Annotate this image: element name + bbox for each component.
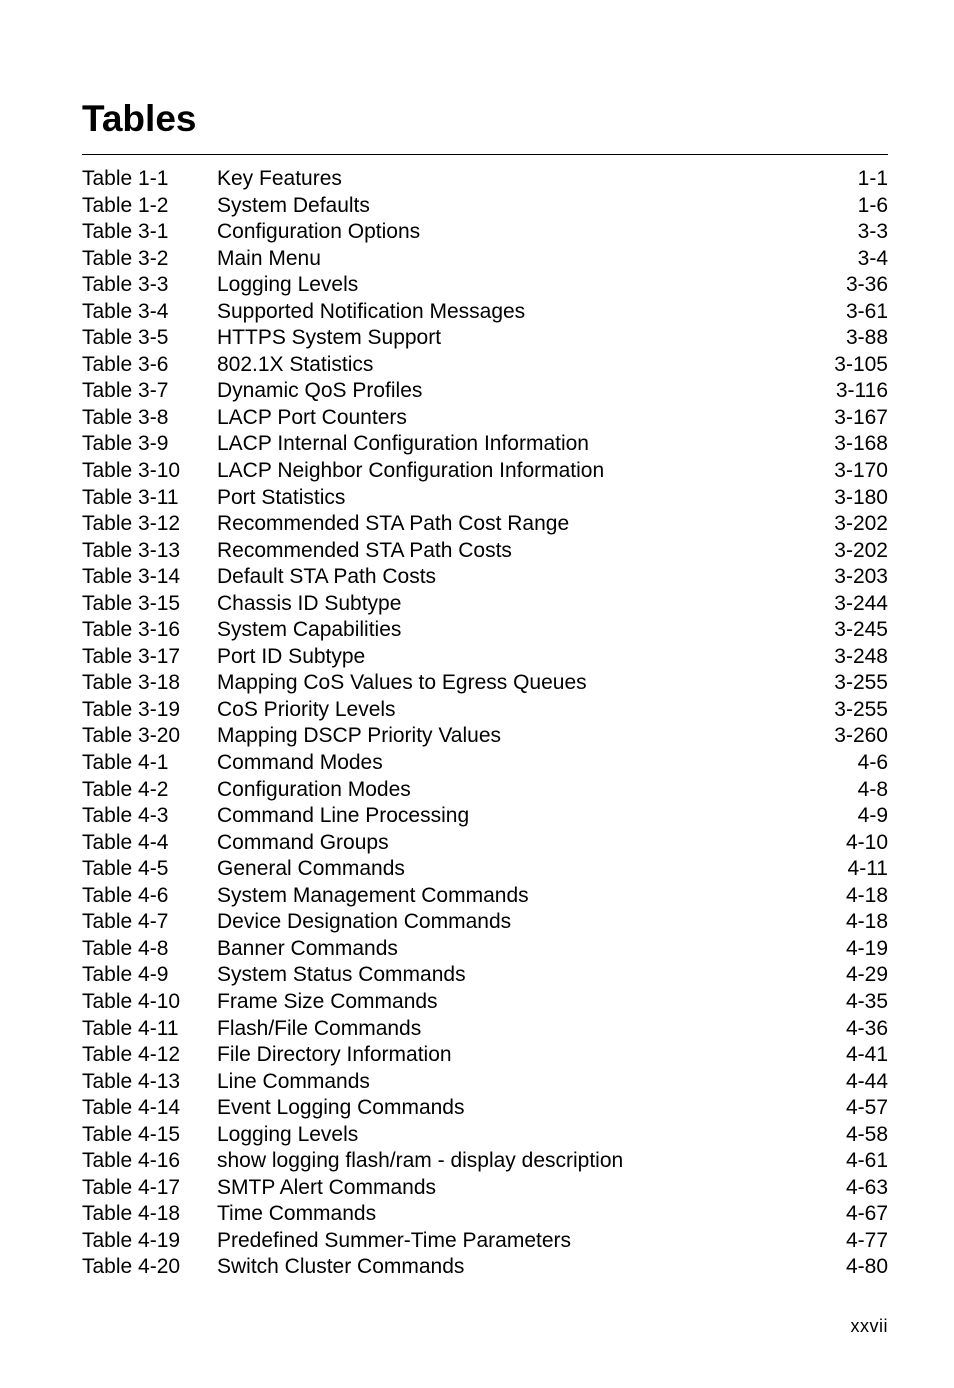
page-title: Tables bbox=[82, 98, 197, 139]
table-title: Port ID Subtype bbox=[217, 644, 366, 668]
page-reference: 4-44 bbox=[845, 1069, 888, 1093]
page-reference: 4-18 bbox=[845, 910, 888, 934]
table-list-item[interactable] bbox=[82, 272, 888, 299]
table-list-item[interactable] bbox=[82, 511, 888, 538]
table-list-item[interactable] bbox=[82, 644, 888, 671]
table-list-item[interactable] bbox=[82, 1254, 888, 1281]
table-number: Table 4-16 bbox=[82, 1149, 181, 1173]
table-number: Table 3-1 bbox=[82, 220, 169, 244]
table-title: Line Commands bbox=[217, 1069, 370, 1093]
table-list-item[interactable] bbox=[82, 1148, 888, 1175]
table-title: Recommended STA Path Cost Range bbox=[217, 512, 570, 536]
page-number: xxvii bbox=[850, 1316, 888, 1336]
page-reference: 3-116 bbox=[835, 379, 888, 403]
table-number: Table 3-10 bbox=[82, 459, 181, 483]
page-reference: 4-10 bbox=[845, 830, 888, 854]
table-title: Command Line Processing bbox=[217, 804, 470, 828]
table-number: Table 3-14 bbox=[82, 565, 181, 589]
page-reference: 4-19 bbox=[845, 936, 888, 960]
table-title: Recommended STA Path Costs bbox=[217, 538, 512, 562]
page-reference: 4-29 bbox=[845, 963, 888, 987]
page-reference: 4-41 bbox=[845, 1043, 888, 1067]
table-number: Table 4-7 bbox=[82, 910, 169, 934]
page-reference: 1-1 bbox=[857, 167, 888, 190]
table-title: File Directory Information bbox=[217, 1043, 452, 1067]
table-title: LACP Internal Configuration Information bbox=[217, 432, 589, 456]
table-list-item[interactable] bbox=[82, 405, 888, 432]
table-list-item[interactable] bbox=[82, 670, 888, 697]
table-number: Table 3-11 bbox=[82, 485, 179, 509]
page-reference: 3-3 bbox=[857, 220, 888, 244]
table-number: Table 3-19 bbox=[82, 697, 181, 721]
table-list-item[interactable] bbox=[82, 1016, 888, 1043]
table-title: Event Logging Commands bbox=[217, 1096, 465, 1120]
page-reference: 4-6 bbox=[857, 751, 888, 775]
table-number: Table 3-12 bbox=[82, 512, 181, 536]
table-number: Table 3-5 bbox=[82, 326, 169, 350]
table-title: LACP Neighbor Configuration Information bbox=[217, 459, 605, 483]
page-reference: 3-170 bbox=[834, 459, 888, 483]
table-number: Table 4-17 bbox=[82, 1175, 181, 1199]
page-reference: 4-18 bbox=[845, 883, 888, 907]
table-number: Table 4-8 bbox=[82, 936, 169, 960]
table-list-item[interactable] bbox=[82, 1175, 888, 1202]
table-number: Table 4-9 bbox=[82, 963, 169, 987]
table-title: System Management Commands bbox=[217, 883, 529, 907]
page-reference: 3-248 bbox=[834, 644, 888, 668]
page-reference: 3-105 bbox=[834, 352, 888, 376]
table-list-item[interactable] bbox=[82, 697, 888, 724]
table-number: Table 3-9 bbox=[82, 432, 169, 456]
table-list-item[interactable] bbox=[82, 617, 888, 644]
table-list-item[interactable] bbox=[82, 591, 888, 618]
table-number: Table 3-13 bbox=[82, 538, 181, 562]
table-title: Command Modes bbox=[217, 751, 383, 775]
table-list-item[interactable] bbox=[82, 1042, 888, 1069]
table-title: Predefined Summer-Time Parameters bbox=[217, 1228, 572, 1252]
table-title: Mapping CoS Values to Egress Queues bbox=[217, 671, 587, 695]
table-list-item[interactable] bbox=[82, 538, 888, 565]
table-number: Table 4-4 bbox=[82, 830, 169, 854]
table-list-item[interactable] bbox=[82, 246, 888, 273]
table-list-item[interactable] bbox=[82, 909, 888, 936]
table-list-item[interactable] bbox=[82, 883, 888, 910]
table-title: System Capabilities bbox=[217, 618, 402, 642]
page-reference: 3-168 bbox=[834, 432, 888, 456]
table-number: Table 4-15 bbox=[82, 1122, 181, 1146]
table-title: System Defaults bbox=[217, 193, 370, 217]
table-number: Table 4-11 bbox=[82, 1016, 179, 1040]
table-number: Table 4-5 bbox=[82, 857, 169, 881]
table-title: General Commands bbox=[217, 857, 405, 881]
table-title: Main Menu bbox=[217, 246, 321, 270]
table-number: Table 4-20 bbox=[82, 1255, 181, 1279]
table-list-item[interactable] bbox=[82, 989, 888, 1016]
table-list-item[interactable] bbox=[82, 936, 888, 963]
table-title: Time Commands bbox=[217, 1202, 377, 1226]
page-reference: 3-202 bbox=[834, 538, 888, 562]
page-reference: 1-6 bbox=[857, 193, 888, 217]
table-title: Logging Levels bbox=[217, 273, 359, 297]
page-reference: 3-167 bbox=[834, 405, 888, 429]
table-title: Logging Levels bbox=[217, 1122, 359, 1146]
table-title: Port Statistics bbox=[217, 485, 346, 509]
page-reference: 4-67 bbox=[845, 1202, 888, 1226]
table-number: Table 1-2 bbox=[82, 193, 169, 217]
table-title: 802.1X Statistics bbox=[217, 352, 374, 376]
table-number: Table 4-10 bbox=[82, 989, 181, 1013]
table-title: Supported Notification Messages bbox=[217, 299, 526, 323]
table-title: Chassis ID Subtype bbox=[217, 591, 402, 615]
table-number: Table 3-7 bbox=[82, 379, 169, 403]
table-list bbox=[82, 166, 888, 1281]
table-number: Table 4-18 bbox=[82, 1202, 181, 1226]
page-reference: 3-180 bbox=[834, 485, 888, 509]
page-reference: 4-57 bbox=[845, 1096, 888, 1120]
table-title: show logging flash/ram - display description bbox=[217, 1149, 624, 1173]
table-list-item[interactable] bbox=[82, 830, 888, 857]
page-reference: 4-77 bbox=[845, 1228, 888, 1252]
page-reference: 4-9 bbox=[857, 804, 888, 828]
table-list-item[interactable] bbox=[82, 485, 888, 512]
table-number: Table 4-19 bbox=[82, 1228, 181, 1252]
table-number: Table 3-16 bbox=[82, 618, 181, 642]
table-list-item[interactable] bbox=[82, 777, 888, 804]
page-reference: 4-61 bbox=[845, 1149, 888, 1173]
table-title: Mapping DSCP Priority Values bbox=[217, 724, 502, 748]
page-reference: 3-202 bbox=[834, 512, 888, 536]
table-number: Table 3-2 bbox=[82, 246, 169, 270]
table-title: Configuration Options bbox=[217, 220, 421, 244]
table-number: Table 3-18 bbox=[82, 671, 181, 695]
page-reference: 3-61 bbox=[845, 299, 888, 323]
table-list-item[interactable] bbox=[82, 431, 888, 458]
page-reference: 4-63 bbox=[845, 1175, 888, 1199]
table-list-item[interactable] bbox=[82, 352, 888, 379]
table-title: Configuration Modes bbox=[217, 777, 411, 801]
table-number: Table 4-14 bbox=[82, 1096, 181, 1120]
table-number: Table 3-6 bbox=[82, 352, 169, 376]
page-reference: 3-4 bbox=[857, 246, 888, 270]
table-list-item[interactable] bbox=[82, 1228, 888, 1255]
table-list-item[interactable] bbox=[82, 856, 888, 883]
title-rule bbox=[82, 154, 888, 155]
table-title: Device Designation Commands bbox=[217, 910, 512, 934]
table-number: Table 4-12 bbox=[82, 1043, 181, 1067]
table-title: LACP Port Counters bbox=[217, 405, 407, 429]
table-number: Table 3-20 bbox=[82, 724, 181, 748]
table-number: Table 4-3 bbox=[82, 804, 169, 828]
table-title: Key Features bbox=[217, 167, 342, 190]
table-list-item[interactable] bbox=[82, 1201, 888, 1228]
table-list-item[interactable] bbox=[82, 219, 888, 246]
table-list-item[interactable] bbox=[82, 299, 888, 326]
table-title: HTTPS System Support bbox=[217, 326, 442, 350]
table-list-item[interactable] bbox=[82, 1095, 888, 1122]
table-title: Flash/File Commands bbox=[217, 1016, 422, 1040]
table-title: System Status Commands bbox=[217, 963, 466, 987]
table-list-item[interactable] bbox=[82, 1122, 888, 1149]
table-list-item[interactable] bbox=[82, 1069, 888, 1096]
page-reference: 3-255 bbox=[834, 671, 888, 695]
table-list-item[interactable] bbox=[82, 750, 888, 777]
table-number: Table 4-1 bbox=[82, 751, 169, 775]
table-list-item[interactable] bbox=[82, 962, 888, 989]
page-reference: 3-203 bbox=[834, 565, 888, 589]
page-reference: 4-36 bbox=[845, 1016, 888, 1040]
table-number: Table 1-1 bbox=[82, 167, 169, 190]
table-number: Table 3-4 bbox=[82, 299, 169, 323]
page-reference: 4-35 bbox=[845, 989, 888, 1013]
page-reference: 3-245 bbox=[834, 618, 888, 642]
table-number: Table 3-8 bbox=[82, 405, 169, 429]
table-list-item[interactable] bbox=[82, 803, 888, 830]
table-list-item[interactable] bbox=[82, 564, 888, 591]
table-title: Frame Size Commands bbox=[217, 989, 438, 1013]
page-reference: 3-260 bbox=[834, 724, 888, 748]
table-title: Dynamic QoS Profiles bbox=[217, 379, 423, 403]
table-list-item[interactable] bbox=[82, 458, 888, 485]
page-reference: 4-11 bbox=[847, 857, 888, 881]
table-list-item[interactable] bbox=[82, 166, 888, 193]
page-reference: 3-244 bbox=[834, 591, 888, 615]
page-reference: 4-58 bbox=[845, 1122, 888, 1146]
page-reference: 3-88 bbox=[845, 326, 888, 350]
table-title: Command Groups bbox=[217, 830, 389, 854]
table-number: Table 3-3 bbox=[82, 273, 169, 297]
table-title: Default STA Path Costs bbox=[217, 565, 437, 589]
table-title: Banner Commands bbox=[217, 936, 398, 960]
table-title: Switch Cluster Commands bbox=[217, 1255, 465, 1279]
table-list-item[interactable] bbox=[82, 723, 888, 750]
table-number: Table 4-6 bbox=[82, 883, 169, 907]
page-reference: 4-8 bbox=[857, 777, 888, 801]
table-list-item[interactable] bbox=[82, 193, 888, 220]
table-title: CoS Priority Levels bbox=[217, 697, 396, 721]
page-reference: 4-80 bbox=[845, 1255, 888, 1279]
table-list-item[interactable] bbox=[82, 325, 888, 352]
table-list-item[interactable] bbox=[82, 378, 888, 405]
table-number: Table 4-2 bbox=[82, 777, 169, 801]
table-title: SMTP Alert Commands bbox=[217, 1175, 437, 1199]
page-reference: 3-255 bbox=[834, 697, 888, 721]
table-number: Table 4-13 bbox=[82, 1069, 181, 1093]
page-reference: 3-36 bbox=[845, 273, 888, 297]
table-number: Table 3-17 bbox=[82, 644, 181, 668]
table-number: Table 3-15 bbox=[82, 591, 181, 615]
